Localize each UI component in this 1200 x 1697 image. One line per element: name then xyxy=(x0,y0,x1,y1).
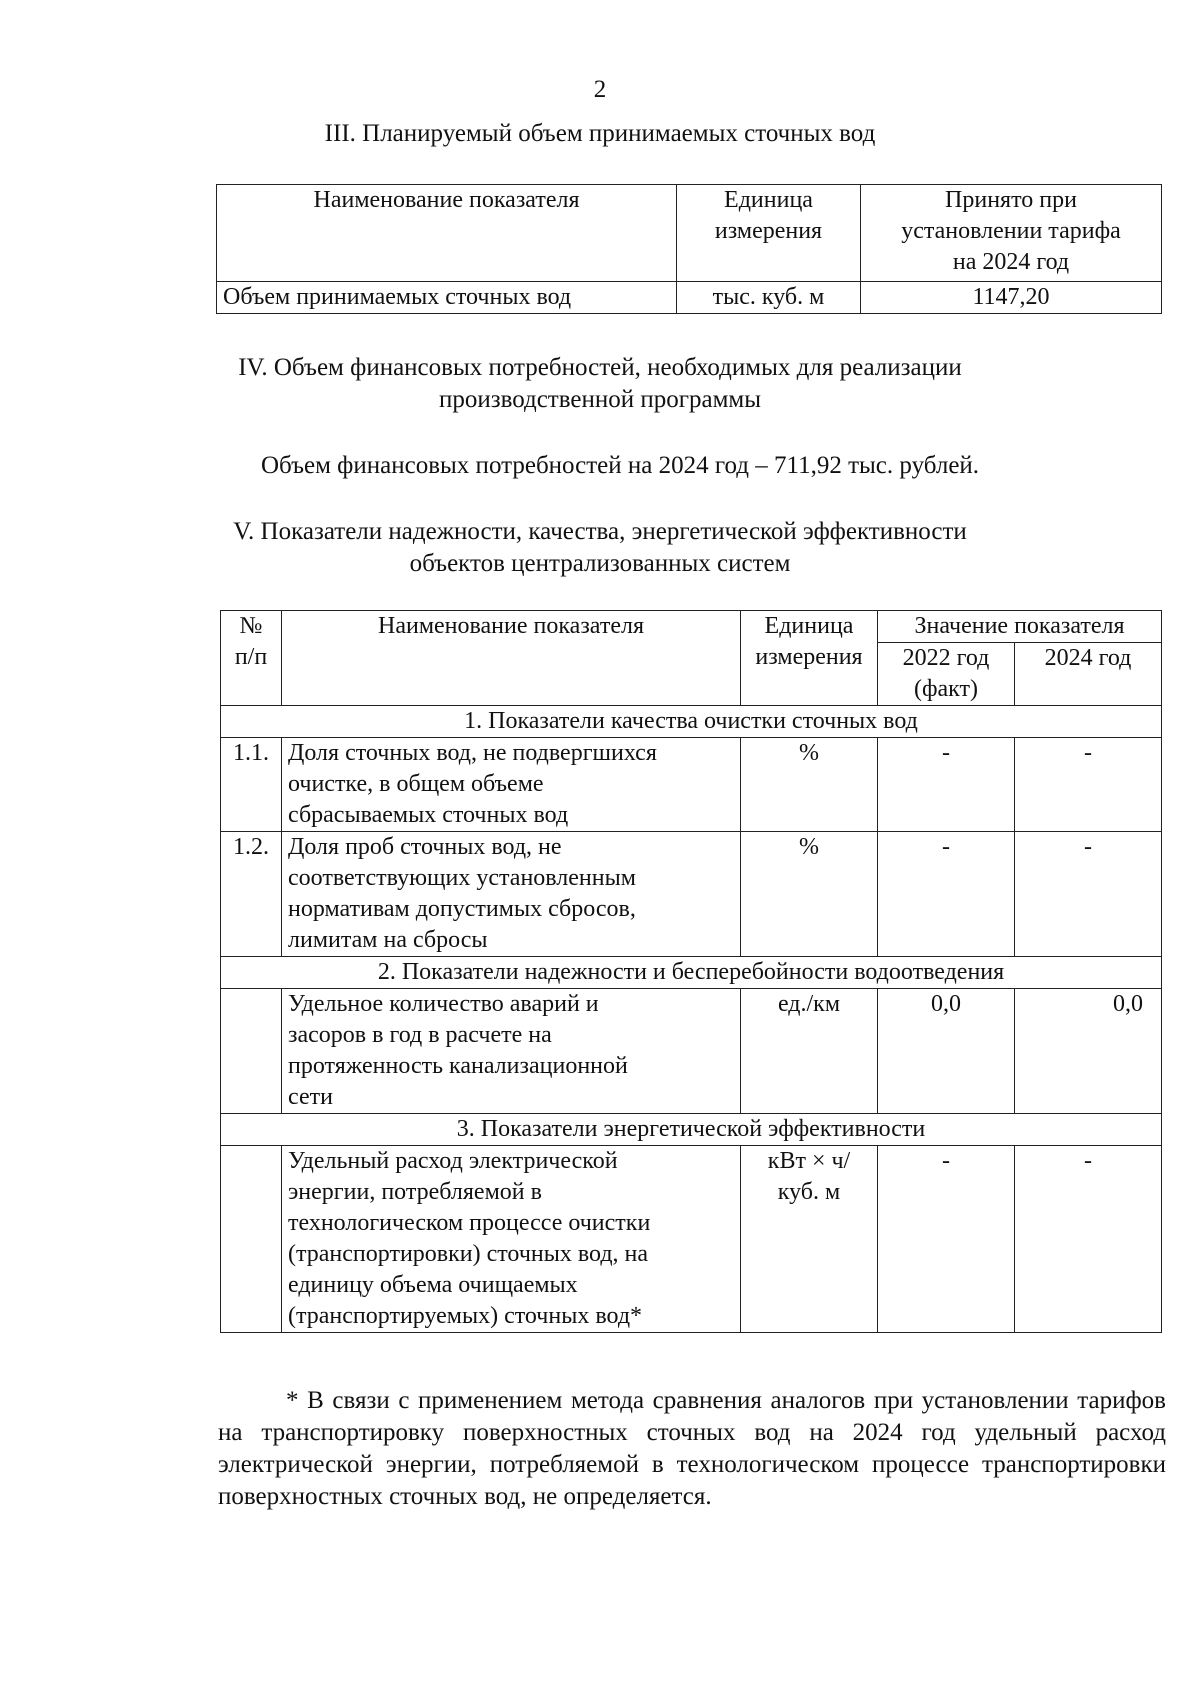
header-unit: Единица измерения xyxy=(677,185,861,282)
row-value-2022: - xyxy=(878,1146,1015,1333)
indicators-table xyxy=(220,610,1162,1333)
group-row xyxy=(221,957,1162,989)
row-value-2024: - xyxy=(1015,1146,1162,1333)
table-row xyxy=(221,832,1162,957)
row-value-2024: - xyxy=(1015,832,1162,957)
row-name: Удельное количество аварий и засоров в год в расчете на протяженность канализационной сети xyxy=(282,989,741,1114)
row-unit: % xyxy=(741,738,878,832)
group-row xyxy=(221,706,1162,738)
header-unit: Единица измерения xyxy=(741,611,878,706)
table-row xyxy=(221,738,1162,832)
row-value-2022: - xyxy=(878,832,1015,957)
table-header-row xyxy=(221,611,1162,643)
planned-volume-table xyxy=(216,184,1162,314)
row-num xyxy=(221,1146,282,1333)
row-num: 1.1. xyxy=(221,738,282,832)
row-unit: тыс. куб. м xyxy=(677,282,861,314)
group-1-title: 1. Показатели качества очистки сточных вод xyxy=(221,706,1162,738)
group-2-title: 2. Показатели надежности и бесперебойности водоотведения xyxy=(221,957,1162,989)
row-name: Удельный расход электрической энергии, потребляемой в технологическом процессе очистки (транспортировки) сточных вод, на единицу объема очищаемых (транспортируемых) сточных вод* xyxy=(282,1146,741,1333)
row-name: Объем принимаемых сточных вод xyxy=(217,282,677,314)
section-5-title-line2: объектов централизованных систем xyxy=(409,550,791,577)
row-unit: % xyxy=(741,832,878,957)
section-4-title-line1: IV. Объем финансовых потребностей, необходимых для реализации xyxy=(238,354,962,381)
table-row xyxy=(217,282,1162,314)
row-value-2024: - xyxy=(1015,738,1162,832)
row-value-2022: - xyxy=(878,738,1015,832)
row-num xyxy=(221,989,282,1114)
header-accepted: Принято при установлении тарифа на 2024 год xyxy=(861,185,1162,282)
row-value-2024: 0,0 xyxy=(1015,989,1162,1114)
row-num: 1.2. xyxy=(221,832,282,957)
row-unit: ед./км xyxy=(741,989,878,1114)
header-value-group: Значение показателя xyxy=(878,611,1162,643)
table-row xyxy=(221,1146,1162,1333)
table-header-row xyxy=(217,185,1162,282)
row-value-2022: 0,0 xyxy=(878,989,1015,1114)
section-5-title-line1: V. Показатели надежности, качества, энергетической эффективности xyxy=(233,518,967,545)
section-4-title-line2: производственной программы xyxy=(438,386,762,413)
group-row xyxy=(221,1114,1162,1146)
section-3-title: III. Планируемый объем принимаемых сточных вод xyxy=(324,120,876,147)
row-value: 1147,20 xyxy=(861,282,1162,314)
table-row xyxy=(221,989,1162,1114)
row-unit: кВт × ч/ куб. м xyxy=(741,1146,878,1333)
group-3-title: 3. Показатели энергетической эффективности xyxy=(221,1114,1162,1146)
header-name: Наименование показателя xyxy=(282,611,741,706)
financial-needs-text: Объем финансовых потребностей на 2024 год – 711,92 тыс. рублей. xyxy=(260,452,980,479)
header-2024: 2024 год xyxy=(1015,643,1162,706)
row-name: Доля сточных вод, не подвергшихся очистке, в общем объеме сбрасываемых сточных вод xyxy=(282,738,741,832)
footnote: * В связи с применением метода сравнения аналогов при установлении тарифов на транспортировку поверхностных сточных вод на 2024 год удельный расход электрической энергии, потребляемой в технологическом процессе транспортировки поверхностных сточных вод, не определяется. xyxy=(218,1387,1166,1510)
row-name: Доля проб сточных вод, не соответствующих установленным нормативам допустимых сбросов, лимитам на сбросы xyxy=(282,832,741,957)
header-name: Наименование показателя xyxy=(217,185,677,282)
header-num: № п/п xyxy=(221,611,282,706)
header-2022: 2022 год (факт) xyxy=(878,643,1015,706)
page-number: 2 xyxy=(593,76,607,103)
